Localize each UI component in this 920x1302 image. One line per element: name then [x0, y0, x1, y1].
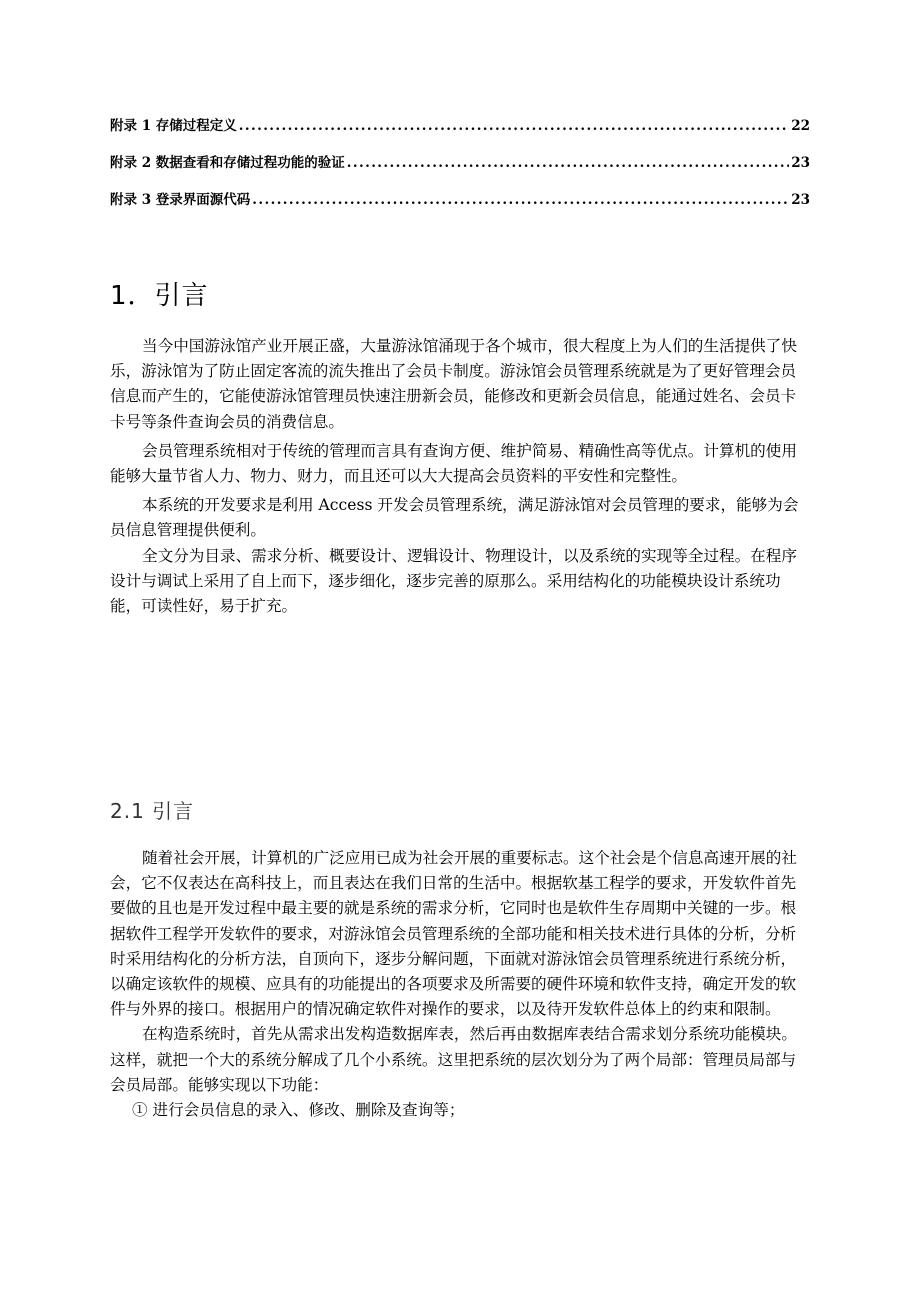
section-1-heading: 1．引言 — [110, 281, 209, 311]
toc-leader-dots — [252, 192, 789, 208]
toc-entry-page: 22 — [791, 118, 810, 134]
toc-leader-dots — [239, 118, 789, 134]
section-2-1-heading: 2.1 引言 — [110, 799, 195, 823]
paragraph: 当今中国游泳馆产业开展正盛，大量游泳馆涌现于各个城市，很大程度上为人们的生活提供了快乐，游泳馆为了防止固定客流的流失推出了会员卡制度。游泳馆会员管理系统就是为了更好管理会员信息而产生的，它能使游泳馆管理员快速注册新会员，能修改和更新会员信息，能通过姓名、会员卡卡号等条件查询会员的消费信息。 — [110, 337, 797, 431]
section-1-body — [110, 334, 810, 619]
list-item: ① 进行会员信息的录入、修改、删除及查询等； — [132, 1101, 465, 1120]
toc-entry[interactable] — [110, 151, 810, 170]
toc-entry-page: 23 — [791, 155, 810, 171]
table-of-contents — [110, 114, 810, 225]
toc-leader-dots — [347, 155, 789, 171]
paragraph: 全文分为目录、需求分析、概要设计、逻辑设计、物理设计，以及系统的实现等全过程。在程序设计与调试上采用了自上而下，逐步细化，逐步完善的原那么。采用结构化的功能模块设计系统功能，可读性好，易于扩充。 — [110, 546, 797, 616]
toc-entry[interactable] — [110, 114, 810, 133]
paragraph: 随着社会开展，计算机的广泛应用已成为社会开展的重要标志。这个社会是个信息高速开展的社会，它不仅表达在高科技上，而且表达在我们日常的生活中。根据软基工程学的要求，开发软件首先要做的且也是开发过程中最主要的就是系统的需求分析，它同时也是软件生存周期中关键的一步。根据软件工程学开发软件的要求，对游泳馆会员管理系统的全部功能和相关技术进行具体的分析，分析时采用结构化的分析方法，自顶向下，逐步分解问题，下面就对游泳馆会员管理系统进行系统分析，以确定该软件的规模、应具有的功能提出的各项要求及所需要的硬件环境和软件支持，确定开发的软件与外界的接口。根据用户的情况确定软件对操作的要求，以及待开发软件总体上的约束和限制。 — [110, 849, 797, 1019]
toc-entry[interactable] — [110, 188, 810, 207]
toc-entry-title: 附录 1 存储过程定义 — [110, 118, 237, 134]
paragraph: 本系统的开发要求是利用 Access 开发会员管理系统，满足游泳馆对会员管理的要求，能够为会员信息管理提供便利。 — [110, 496, 799, 540]
section-2-1-body — [110, 846, 810, 1123]
toc-entry-page: 23 — [791, 192, 810, 208]
toc-entry-title: 附录 2 数据查看和存储过程功能的验证 — [110, 155, 345, 171]
paragraph: 会员管理系统相对于传统的管理而言具有查询方便、维护简易、精确性高等优点。计算机的使用能够大量节省人力、物力、财力，而且还可以大大提高会员资料的平安性和完整性。 — [110, 441, 797, 486]
toc-entry-title: 附录 3 登录界面源代码 — [110, 192, 251, 208]
paragraph: 在构造系统时，首先从需求出发构造数据库表，然后再由数据库表结合需求划分系统功能模块。这样，就把一个大的系统分解成了几个小系统。这里把系统的层次划分为了两个局部：管理员局部与会员局部。能够实现以下功能： — [110, 1025, 797, 1094]
